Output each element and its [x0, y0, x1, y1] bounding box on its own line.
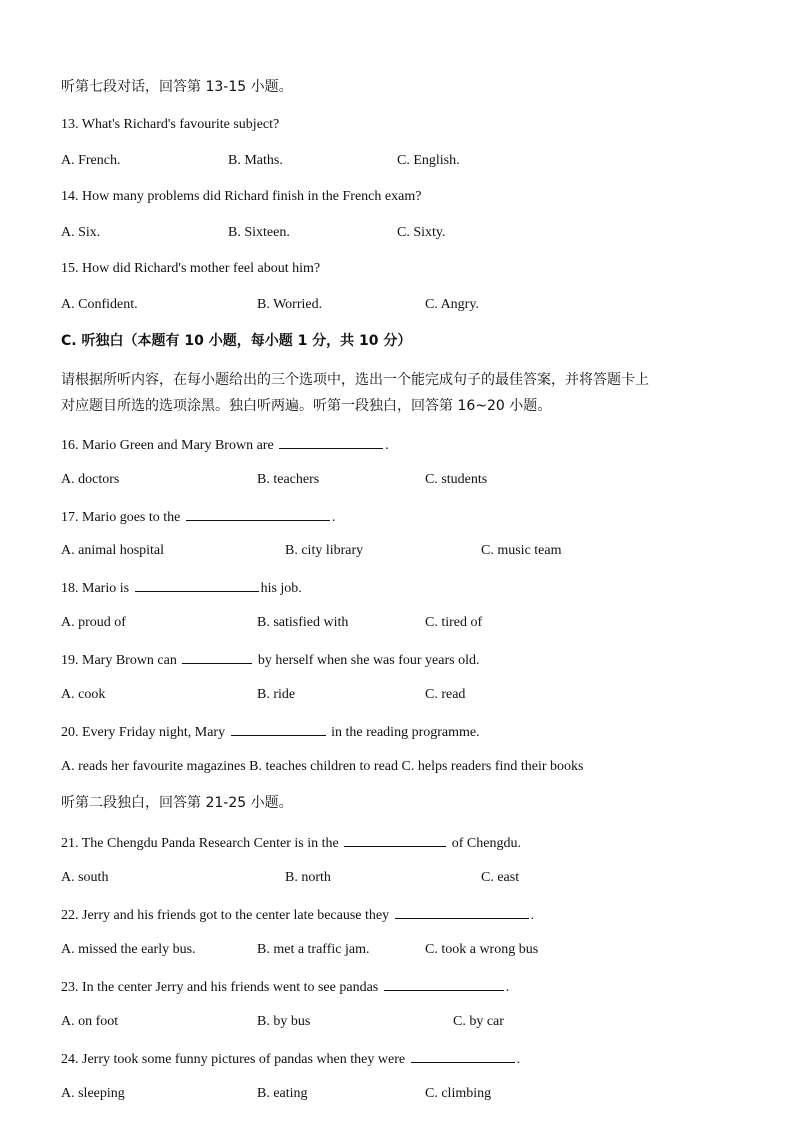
q24-option-b: B. eating [257, 1086, 308, 1101]
q14-option-b: B. Sixteen. [228, 225, 290, 240]
section-c-instructions-line-2: 对应题目所选的选项涂黑。独白听两遍。听第一段独白，回答第 16~20 小题。 [61, 398, 552, 414]
q21-text: 21. The Chengdu Panda Research Center is in the [61, 836, 339, 851]
q16-option-b: B. teachers [257, 472, 320, 487]
q24-option-c: C. climbing [425, 1086, 492, 1101]
q18-text-end: his job. [260, 581, 302, 596]
section-heading-monologue-2: 听第二段独白，回答第 21-25 小题。 [61, 795, 293, 811]
q22-answer-blank [395, 905, 529, 919]
q19-text: 19. Mary Brown can [61, 653, 177, 668]
question-14: 14. How many problems did Richard finish in the French exam? [61, 189, 422, 204]
q15-option-c: C. Angry. [425, 297, 479, 312]
q19-option-a: A. cook [61, 687, 106, 702]
question-18 [61, 578, 302, 598]
question-13: 13. What's Richard's favourite subject? [61, 117, 280, 132]
question-22 [61, 905, 534, 925]
q17-text-end: . [331, 510, 336, 525]
question-19 [61, 650, 479, 670]
q18-answer-blank [135, 578, 259, 592]
q17-option-c: C. music team [481, 543, 562, 558]
q16-option-a: A. doctors [61, 472, 120, 487]
q21-text-end: of Chengdu. [451, 836, 521, 851]
q21-option-b: B. north [285, 870, 331, 885]
q24-text-end: . [516, 1052, 521, 1067]
q18-option-a: A. proud of [61, 615, 126, 630]
q20-text-end: in the reading programme. [331, 725, 480, 740]
q23-option-b: B. by bus [257, 1014, 311, 1029]
q16-option-c: C. students [425, 472, 488, 487]
section-heading-dialog-7: 听第七段对话，回答第 13-15 小题。 [61, 79, 293, 95]
q16-text: 16. Mario Green and Mary Brown are [61, 438, 274, 453]
q17-answer-blank [186, 507, 330, 521]
q20-answer-blank [231, 722, 326, 736]
question-21 [61, 833, 521, 853]
q23-text-end: . [505, 980, 510, 995]
q23-answer-blank [384, 977, 504, 991]
q17-text: 17. Mario goes to the [61, 510, 181, 525]
q23-text: 23. In the center Jerry and his friends went to see pandas [61, 980, 379, 995]
q19-text-end: by herself when she was four years old. [257, 653, 480, 668]
q18-option-b: B. satisfied with [257, 615, 349, 630]
q24-option-a: A. sleeping [61, 1086, 125, 1101]
q24-text: 24. Jerry took some funny pictures of pandas when they were [61, 1052, 406, 1067]
q22-option-b: B. met a traffic jam. [257, 942, 370, 957]
q23-option-a: A. on foot [61, 1014, 119, 1029]
section-c-instructions-line-1: 请根据所听内容，在每小题给出的三个选项中，选出一个能完成句子的最佳答案，并将答题卡上 [61, 372, 649, 388]
q20-text: 20. Every Friday night, Mary [61, 725, 226, 740]
q19-option-b: B. ride [257, 687, 296, 702]
q19-option-c: C. read [425, 687, 466, 702]
q17-option-a: A. animal hospital [61, 543, 165, 558]
q18-option-c: C. tired of [425, 615, 483, 630]
q22-text-end: . [530, 908, 535, 923]
q13-option-b: B. Maths. [228, 153, 283, 168]
question-23 [61, 977, 509, 997]
q15-option-b: B. Worried. [257, 297, 323, 312]
question-15: 15. How did Richard's mother feel about him? [61, 261, 321, 276]
q23-option-c: C. by car [453, 1014, 504, 1029]
q18-text: 18. Mario is [61, 581, 130, 596]
q21-answer-blank [344, 833, 446, 847]
q21-option-c: C. east [481, 870, 520, 885]
q22-option-a: A. missed the early bus. [61, 942, 196, 957]
q24-answer-blank [411, 1049, 515, 1063]
q22-option-c: C. took a wrong bus [425, 942, 539, 957]
q21-option-a: A. south [61, 870, 109, 885]
section-c-title: C. 听独白（本题有 10 小题，每小题 1 分，共 10 分） [61, 333, 412, 349]
q15-option-a: A. Confident. [61, 297, 138, 312]
q14-option-c: C. Sixty. [397, 225, 446, 240]
q14-option-a: A. Six. [61, 225, 101, 240]
q17-option-b: B. city library [285, 543, 364, 558]
q16-text-end: . [385, 438, 389, 453]
q22-text: 22. Jerry and his friends got to the center late because they [61, 908, 390, 923]
question-16 [61, 435, 389, 455]
q19-answer-blank [182, 650, 252, 664]
question-24 [61, 1049, 520, 1069]
q20-options: A. reads her favourite magazines B. teaches children to read C. helps readers find their books [61, 759, 584, 774]
q13-option-a: A. French. [61, 153, 121, 168]
q13-option-c: C. English. [397, 153, 460, 168]
question-20 [61, 722, 480, 742]
q16-answer-blank [279, 435, 383, 449]
question-17 [61, 507, 335, 527]
